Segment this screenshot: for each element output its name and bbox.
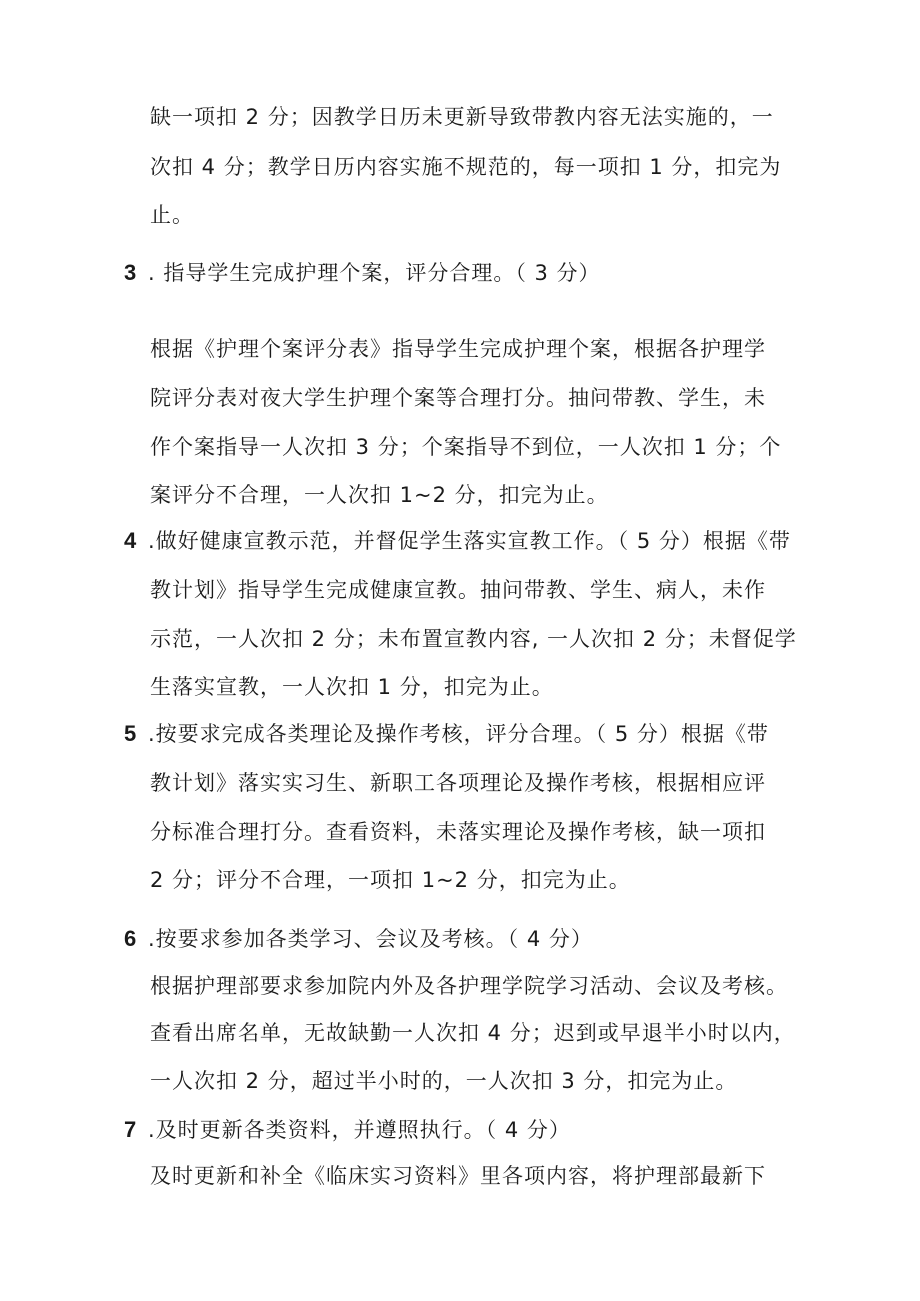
intro-line-3: 止。: [150, 203, 194, 227]
item-4-heading: .做好健康宣教示范，并督促学生落实宣教工作。（ 5 分）根据《带: [148, 529, 791, 553]
item-4-body-line-3: 生落实宣教，一人次扣 1 分，扣完为止。: [150, 675, 554, 699]
item-5-number: 5: [124, 721, 138, 746]
item-7-number: 7: [124, 1117, 138, 1142]
item-7-body-line-1: 及时更新和补全《临床实习资料》里各项内容，将护理部最新下: [150, 1164, 766, 1188]
item-6-heading: .按要求参加各类学习、会议及考核。（ 4 分）: [148, 927, 593, 951]
item-3-heading-line: [124, 258, 601, 288]
item-4-heading-line: [124, 526, 791, 556]
item-6-body-line-1: 根据护理部要求参加院内外及各护理学院学习活动、会议及考核。: [150, 974, 788, 998]
intro-line-2: 次扣 4 分；教学日历内容实施不规范的，每一项扣 1 分，扣完为: [150, 155, 782, 179]
item-3-body-line-2: 院评分表对夜大学生护理个案等合理打分。抽问带教、学生，未: [150, 386, 766, 410]
item-5-body-line-2: 分标准合理打分。查看资料，未落实理论及操作考核，缺一项扣: [150, 820, 766, 844]
item-7-heading: .及时更新各类资料，并遵照执行。（ 4 分）: [148, 1118, 571, 1142]
item-3-body-line-4: 案评分不合理，一人次扣 1~2 分，扣完为止。: [150, 483, 609, 507]
item-3-body-line-3: 作个案指导一人次扣 3 分；个案指导不到位，一人次扣 1 分；个: [150, 435, 782, 459]
item-5-body-line-3: 2 分；评分不合理，一项扣 1~2 分，扣完为止。: [150, 868, 631, 892]
item-3-body-line-1: 根据《护理个案评分表》指导学生完成护理个案，根据各护理学: [150, 337, 766, 361]
intro-line-1: 缺一项扣 2 分；因教学日历未更新导致带教内容无法实施的，一: [150, 105, 774, 129]
item-4-body-line-1: 教计划》指导学生完成健康宣教。抽问带教、学生、病人，未作: [150, 578, 766, 602]
item-3-heading: . 指导学生完成护理个案，评分合理。（ 3 分）: [148, 261, 601, 285]
item-6-number: 6: [124, 926, 138, 951]
item-3-number: 3: [124, 260, 138, 285]
item-6-heading-line: [124, 924, 593, 954]
item-4-number: 4: [124, 528, 138, 553]
item-6-body-line-3: 一人次扣 2 分，超过半小时的，一人次扣 3 分，扣完为止。: [150, 1069, 738, 1093]
item-5-heading-line: [124, 719, 769, 749]
item-5-heading: .按要求完成各类理论及操作考核，评分合理。（ 5 分）根据《带: [148, 722, 769, 746]
item-4-body-line-2: 示范，一人次扣 2 分；未布置宣教内容, 一人次扣 2 分；未督促学: [150, 627, 797, 651]
item-6-body-line-2: 查看出席名单，无故缺勤一人次扣 4 分；迟到或早退半小时以内，: [150, 1021, 796, 1045]
item-7-heading-line: [124, 1115, 571, 1145]
item-5-body-line-1: 教计划》落实实习生、新职工各项理论及操作考核，根据相应评: [150, 771, 766, 795]
